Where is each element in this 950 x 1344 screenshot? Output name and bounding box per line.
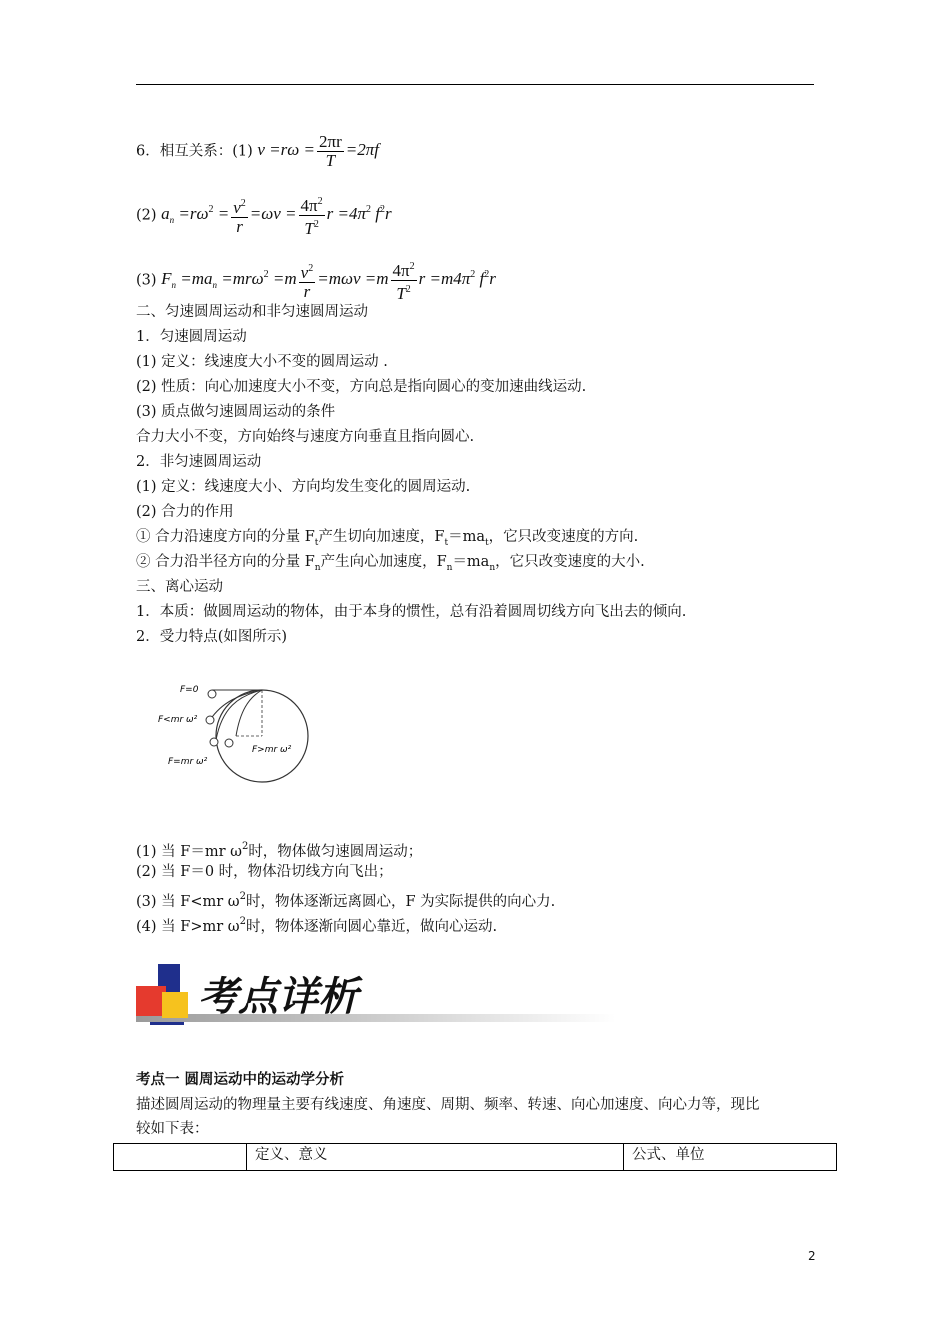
section2-p2: (2) 性质：向心加速度大小不变，方向总是指向圆心的变加速曲线运动. [136, 379, 587, 395]
banner-underline [150, 1022, 184, 1025]
label-lt: F<mr ω² [158, 715, 198, 725]
section-banner [136, 962, 616, 1037]
object-f0 [208, 690, 216, 698]
object-eq [210, 738, 218, 746]
section2-p7: ① 合力沿速度方向的分量 $F_t$产生切向加速度，$F_t=ma_t$，它只改变速度的方向. [136, 529, 639, 548]
case-2: (2) 当 F＝0 时，物体沿切线方向飞出； [136, 864, 393, 880]
path-inward [236, 690, 262, 736]
section2-p8: ② 合力沿半径方向的分量 $F_n$产生向心加速度，$F_n=ma_n$，它只改变速度的大小. [136, 554, 645, 573]
header-rule [136, 84, 814, 85]
case-1: (1) 当 F＝mr $\omega^2$时，物体做匀速圆周运动； [136, 841, 423, 860]
table-header-cell: 公式、单位 [624, 1144, 837, 1171]
section3-heading: 三、离心运动 [136, 579, 223, 595]
object-lt [206, 716, 214, 724]
banner-square-yellow [162, 992, 188, 1018]
section3-p2: 2．受力特点(如图所示) [136, 629, 288, 645]
case-4: (4) 当 F>mr $\omega^2$时，物体逐渐向圆心靠近，做向心运动. [136, 916, 498, 935]
kaodian-p1: 描述圆周运动的物理量主要有线速度、角速度、周期、频率、转速、向心加速度、向心力等，现比 [136, 1097, 760, 1113]
relation-label: 6．相互关系：(1) [136, 143, 253, 160]
object-gt [225, 739, 233, 747]
table-header-cell [114, 1144, 247, 1171]
path-outward [210, 690, 262, 720]
section2-p4: 合力大小不变，方向始终与速度方向垂直且指向圆心. [136, 429, 475, 445]
banner-square-red [136, 986, 166, 1016]
banner-title: 考点详析 [198, 973, 358, 1020]
section2-sub1: 1．匀速圆周运动 [136, 329, 247, 345]
section2-p3: (3) 质点做匀速圆周运动的条件 [136, 404, 336, 420]
relation-line-2 [136, 193, 392, 238]
section2-p1: (1) 定义：线速度大小不变的圆周运动 . [136, 354, 388, 370]
label-gt: F>mr ω² [252, 745, 292, 755]
section3-p1: 1．本质：做圆周运动的物体，由于本身的惯性，总有沿着圆周切线方向飞出去的倾向. [136, 604, 687, 620]
formula-v: v =rω = $\frac{2\pi r}{T}$ =2πf [257, 132, 379, 170]
section2-heading: 二、匀速圆周运动和非匀速圆周运动 [136, 304, 368, 320]
label-f0: F=0 [180, 685, 199, 695]
comparison-table [113, 1143, 837, 1171]
case-3: (3) 当 F<mr $\omega^2$时，物体逐渐远离圆心，F 为实际提供的向心力. [136, 891, 556, 910]
relation-line-1 [136, 133, 379, 170]
centrifugal-figure [150, 672, 320, 792]
table-header-row [114, 1144, 837, 1171]
kaodian-title: 考点一 圆周运动中的运动学分析 [136, 1072, 345, 1088]
section2-p6: (2) 合力的作用 [136, 504, 234, 520]
relation-line-3 [136, 258, 496, 303]
formula-fn: $F_n =ma_n =mr\omega^2 =m$ $\frac{v^2}{r}$ =mωv =m $\frac{4\pi^2}{T^2}$ $r =m4\pi^2$ $f^2r$ [161, 269, 496, 288]
label-eq: F=mr ω² [168, 757, 208, 767]
path-circular [216, 690, 262, 740]
relation-3-label: (3) [136, 272, 157, 289]
kaodian-p2: 较如下表： [136, 1121, 209, 1137]
section2-sub2: 2．非匀速圆周运动 [136, 454, 262, 470]
table-header-cell: 定义、意义 [247, 1144, 624, 1171]
page-number: 2 [808, 1249, 816, 1263]
relation-2-label: (2) [136, 207, 157, 224]
section2-p5: (1) 定义：线速度大小、方向均发生变化的圆周运动. [136, 479, 471, 495]
formula-an: $a_n =r\omega^2$ = $\frac{v^2}{r}$ =ωv = $\frac{4\pi^2}{T^2}$ $r =4\pi^2$ $f^2r$ [161, 204, 391, 223]
